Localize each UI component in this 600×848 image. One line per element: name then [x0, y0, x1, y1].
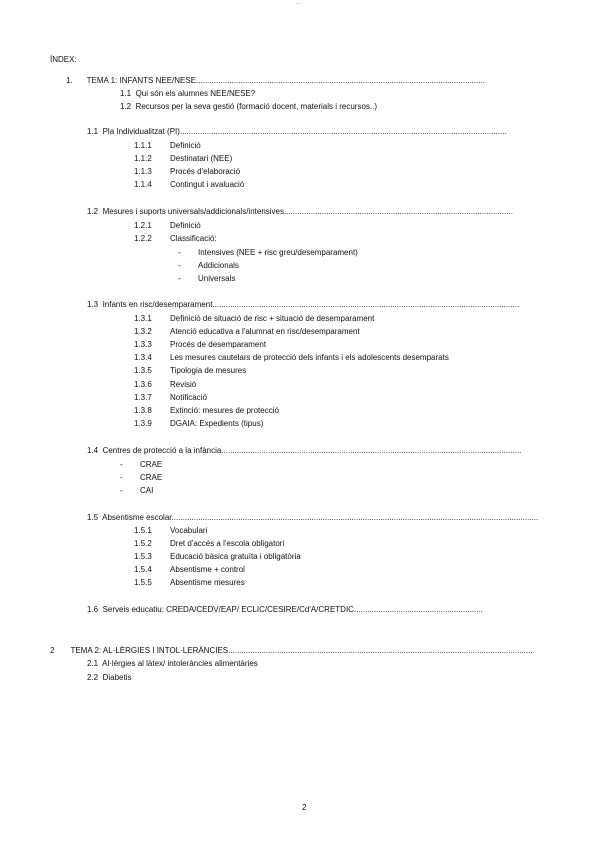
item-label: Revisió	[170, 380, 197, 389]
bullet-1-4-a[interactable]	[120, 460, 162, 470]
item-label: Classificació:	[170, 234, 217, 243]
section-1-4-dots: .......................................................................................................................................	[221, 446, 522, 455]
bullet-label: Intensives (NEE + risc greu/desemparament)	[198, 248, 358, 257]
item-label: Vocabulari	[170, 526, 208, 535]
section-1-6-heading[interactable]	[87, 605, 483, 615]
item-number: 1.3.2	[134, 327, 152, 336]
item-label: Destinatari (NEE)	[170, 154, 233, 163]
section-1-1-dots: ...................................................................................................................................................	[179, 127, 507, 136]
section-1-2-heading[interactable]	[87, 207, 513, 217]
item-number: 1.2.1	[134, 221, 152, 230]
header-mark: ...	[296, 0, 302, 6]
bullet-dash: -	[120, 473, 123, 482]
item-number: 1.1.4	[134, 180, 152, 189]
item-number: 1.5.5	[134, 578, 152, 587]
section-1-4-heading[interactable]	[87, 446, 521, 456]
tema2-sub-1-number: 2.1	[87, 659, 99, 668]
item-number: 1.5.4	[134, 565, 152, 574]
section-1-3-number: 1.3	[87, 300, 99, 309]
item-number: 1.3.8	[134, 406, 152, 415]
item-label: Procés de desemparament	[170, 340, 267, 349]
item-number: 1.1.2	[134, 154, 152, 163]
item-number: 1.2.2	[134, 234, 152, 243]
item-number: 1.3.3	[134, 340, 152, 349]
item-1-5-5[interactable]	[134, 578, 245, 588]
section-1-3-label: Infants en risc/desemparament	[102, 300, 213, 309]
item-label: Extinció: mesures de protecció	[170, 406, 279, 415]
bullet-1-2-a[interactable]	[178, 248, 358, 258]
item-label: Absentisme + control	[170, 565, 245, 574]
bullet-dash: -	[178, 274, 181, 283]
tema1-sub-1-label: Qui són els alumnes NEE/NESE?	[135, 89, 256, 98]
item-label: Absentisme mesures	[170, 578, 245, 587]
bullet-dash: -	[120, 460, 123, 469]
item-number: 1.5.2	[134, 539, 152, 548]
item-1-3-6[interactable]	[134, 380, 196, 390]
item-number: 1.3.5	[134, 366, 152, 375]
index-title: ÍNDEX:	[50, 55, 77, 64]
item-1-3-5[interactable]	[134, 366, 246, 376]
item-1-1-2[interactable]	[134, 154, 232, 164]
item-number: 1.1.1	[134, 141, 152, 150]
item-number: 1.3.9	[134, 419, 152, 428]
item-1-2-2[interactable]	[134, 234, 217, 244]
item-number: 1.5.3	[134, 552, 152, 561]
section-1-4-number: 1.4	[87, 446, 99, 455]
item-label: Definició	[170, 221, 201, 230]
item-1-3-2[interactable]	[134, 327, 360, 337]
section-1-2-label: Mesures i suports universals/addicionals/intensives	[102, 207, 284, 216]
bullet-dash: -	[178, 261, 181, 270]
tema1-heading[interactable]	[66, 76, 485, 86]
item-label: Educació bàsica gratuïta i obligatòria	[170, 552, 301, 561]
tema2-number: 2	[50, 646, 55, 655]
item-1-3-7[interactable]	[134, 393, 207, 403]
tema2-sub-2[interactable]	[87, 673, 131, 683]
tema2-label: TEMA 2: AL·LÈRGIES I INTOL·LERÀNCIES	[70, 646, 229, 655]
item-label: Dret d'accés a l'escola obligatori	[170, 539, 285, 548]
section-1-3-dots: ..........................................................................................................................................	[212, 300, 520, 309]
bullet-label: CRAE	[140, 473, 163, 482]
item-1-5-1[interactable]	[134, 526, 207, 536]
item-1-3-3[interactable]	[134, 340, 266, 350]
item-label: Notificació	[170, 393, 207, 402]
tema1-label: TEMA 1: INFANTS NEE/NESE	[86, 76, 197, 85]
tema2-sub-1[interactable]	[87, 659, 258, 669]
section-1-3-heading[interactable]	[87, 300, 519, 310]
item-1-5-3[interactable]	[134, 552, 301, 562]
section-1-5-number: 1.5	[87, 513, 99, 522]
item-number: 1.3.6	[134, 380, 152, 389]
item-1-3-4[interactable]	[134, 353, 449, 363]
tema2-sub-2-number: 2.2	[87, 673, 99, 682]
item-1-2-1[interactable]	[134, 221, 201, 231]
section-1-6-dots: ..........................................................	[353, 605, 483, 614]
bullet-1-4-c[interactable]	[120, 486, 153, 496]
page-number: 2	[302, 803, 307, 812]
section-1-6-number: 1.6	[87, 605, 99, 614]
tema1-sub-2[interactable]	[120, 102, 377, 112]
item-number: 1.1.3	[134, 167, 152, 176]
tema1-sub-1-number: 1.1	[120, 89, 132, 98]
item-1-1-4[interactable]	[134, 180, 244, 190]
bullet-label: CAI	[140, 486, 154, 495]
item-label: Atenció educativa a l'alumnat en risc/desemparament	[170, 327, 360, 336]
bullet-dash: -	[120, 486, 123, 495]
bullet-label: Addicionals	[198, 261, 239, 270]
item-label: Definició de situació de risc + situació de desemparament	[170, 314, 375, 323]
bullet-label: CRAE	[140, 460, 163, 469]
item-1-5-2[interactable]	[134, 539, 284, 549]
item-1-1-3[interactable]	[134, 167, 240, 177]
item-label: Definició	[170, 141, 201, 150]
bullet-label: Universals	[198, 274, 236, 283]
item-1-1-1[interactable]	[134, 141, 201, 151]
item-number: 1.3.7	[134, 393, 152, 402]
item-1-3-8[interactable]	[134, 406, 279, 416]
tema1-sub-2-label: Recursos per la seva gestió (formació docent, materials i recursos..)	[135, 102, 378, 111]
tema2-dots: .........................................................................................................................................	[228, 646, 533, 655]
item-1-3-9[interactable]	[134, 419, 263, 429]
item-number: 1.3.1	[134, 314, 152, 323]
bullet-1-4-b[interactable]	[120, 473, 162, 483]
tema1-number: 1.	[66, 76, 73, 85]
section-1-1-label: Pla Individualitzat (PI)	[102, 127, 180, 136]
section-1-1-heading[interactable]	[87, 127, 507, 137]
item-1-3-1[interactable]	[134, 314, 374, 324]
section-1-2-dots: .......................................................................................................	[284, 207, 513, 216]
item-number: 1.5.1	[134, 526, 152, 535]
section-1-6-label: Serveis educatiu: CREDA/CEDV/EAP/ ECLIC/CESIRE/Cd'A/CRETDIC	[102, 605, 354, 614]
bullet-1-2-b[interactable]	[178, 261, 239, 271]
item-label: Les mesures cautelars de protecció dels infants i els adolescents desemparats	[170, 353, 449, 362]
bullet-dash: -	[178, 248, 181, 257]
tema2-sub-2-label: Diabetis	[102, 673, 132, 682]
section-1-5-label: Absentisme escolar	[102, 513, 172, 522]
tema1-sub-1[interactable]	[120, 89, 255, 99]
section-1-1-number: 1.1	[87, 127, 99, 136]
tema2-heading[interactable]	[50, 646, 533, 656]
section-1-5-heading[interactable]	[87, 513, 538, 523]
item-label: Contingut i avaluació	[170, 180, 245, 189]
item-label: DGAIA: Expedients (tipus)	[170, 419, 264, 428]
section-1-4-label: Centres de protecció a la infància	[102, 446, 222, 455]
item-1-5-4[interactable]	[134, 565, 245, 575]
tema1-dots: ..................................................................................................................................	[196, 76, 485, 85]
item-number: 1.3.4	[134, 353, 152, 362]
tema1-sub-2-number: 1.2	[120, 102, 132, 111]
item-label: Tipologia de mesures	[170, 366, 247, 375]
item-label: Procés d'elaboració	[170, 167, 241, 176]
bullet-1-2-c[interactable]	[178, 274, 235, 284]
tema2-sub-1-label: Al·lèrgies al làtex/ intoleràncies alimentàries	[102, 659, 258, 668]
section-1-5-dots: .....................................................................................................................................................................	[171, 513, 539, 522]
section-1-2-number: 1.2	[87, 207, 99, 216]
